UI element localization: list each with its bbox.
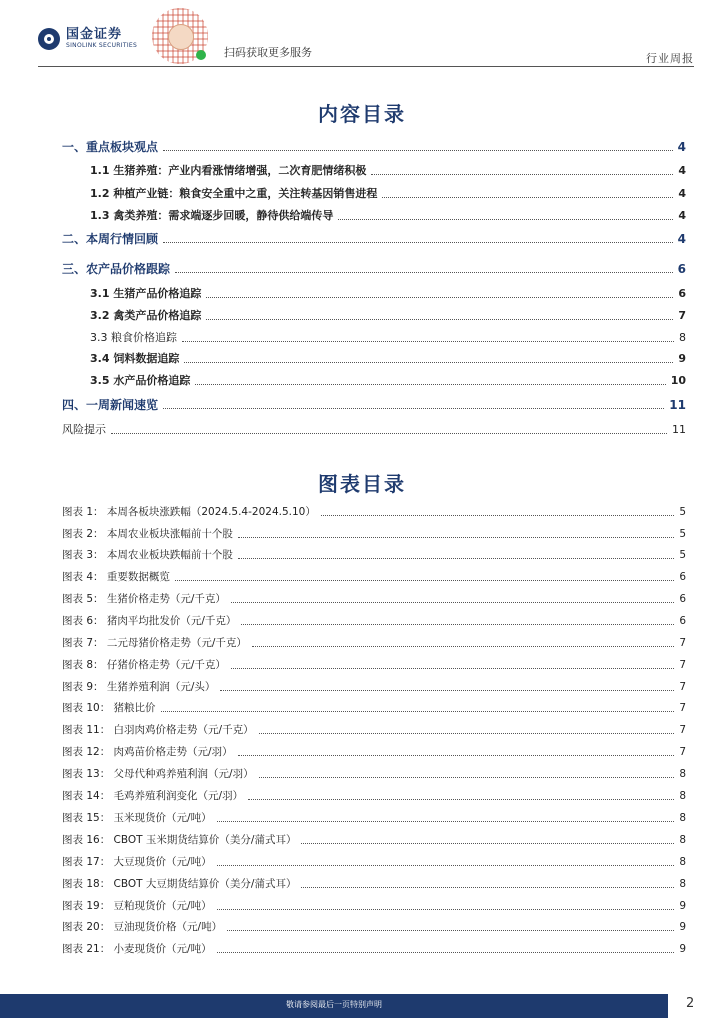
toc-item[interactable]: 3.4 饲料数据追踪 9 xyxy=(90,352,686,365)
toc-title: 内容目录 xyxy=(318,102,406,126)
toc-item[interactable]: 1.2 种植产业链：粮食安全重中之重，关注转基因销售进程 4 xyxy=(90,187,686,200)
toc-item[interactable]: 二、本周行情回顾 4 xyxy=(62,232,686,246)
figure-item[interactable]: 图表 19： 豆粕现货价（元/吨） 9 xyxy=(62,900,686,912)
figure-item[interactable]: 图表 3： 本周农业板块跌幅前十个股 5 xyxy=(62,549,686,561)
logo-mark-icon xyxy=(38,28,60,50)
figure-item[interactable]: 图表 20： 豆油现货价格（元/吨） 9 xyxy=(62,921,686,933)
figure-item[interactable]: 图表 1： 本周各板块涨跌幅（2024.5.4-2024.5.10） 5 xyxy=(62,506,686,518)
figure-item[interactable]: 图表 16： CBOT 玉米期货结算价（美分/蒲式耳） 8 xyxy=(62,834,686,846)
wechat-badge-icon xyxy=(196,50,206,60)
figure-item[interactable]: 图表 7： 二元母猪价格走势（元/千克） 7 xyxy=(62,637,686,649)
figure-item[interactable]: 图表 11： 白羽肉鸡价格走势（元/千克） 7 xyxy=(62,724,686,736)
figure-item[interactable]: 图表 4： 重要数据概览 6 xyxy=(62,571,686,583)
toc-item[interactable]: 一、重点板块观点 4 xyxy=(62,140,686,154)
figure-item[interactable]: 图表 6： 猪肉平均批发价（元/千克） 6 xyxy=(62,615,686,627)
page-footer xyxy=(0,994,724,1024)
figure-item[interactable]: 图表 13： 父母代种鸡养殖利润（元/羽） 8 xyxy=(62,768,686,780)
qr-code-icon[interactable] xyxy=(152,8,208,64)
figure-item[interactable]: 图表 8： 仔猪价格走势（元/千克） 7 xyxy=(62,659,686,671)
figures-title: 图表目录 xyxy=(318,472,406,496)
logo-cn: 国金证券 xyxy=(66,27,123,42)
page-number: 2 xyxy=(686,996,695,1011)
figure-item[interactable]: 图表 10： 猪粮比价 7 xyxy=(62,702,686,714)
toc-item[interactable]: 1.1 生猪养殖：产业内看涨情绪增强，二次育肥情绪积极 4 xyxy=(90,164,686,177)
toc-item[interactable]: 3.1 生猪产品价格追踪 6 xyxy=(90,287,686,300)
toc-item[interactable]: 3.5 水产品价格追踪 10 xyxy=(90,374,686,387)
logo-en: SINOLINK SECURITIES xyxy=(66,42,138,49)
toc-item[interactable]: 风险提示 11 xyxy=(62,423,686,436)
figure-item[interactable]: 图表 21： 小麦现货价（元/吨） 9 xyxy=(62,943,686,955)
figure-item[interactable]: 图表 12： 肉鸡苗价格走势（元/羽） 7 xyxy=(62,746,686,758)
page-header xyxy=(0,0,724,68)
figure-item[interactable]: 图表 2： 本周农业板块涨幅前十个股 5 xyxy=(62,528,686,540)
figure-item[interactable]: 图表 9： 生猪养殖利润（元/头） 7 xyxy=(62,681,686,693)
toc-item[interactable]: 四、一周新闻速览 11 xyxy=(62,398,686,412)
report-type: 行业周报 xyxy=(646,52,694,65)
header-divider xyxy=(38,66,694,67)
figure-item[interactable]: 图表 18： CBOT 大豆期货结算价（美分/蒲式耳） 8 xyxy=(62,878,686,890)
toc-item[interactable]: 1.3 禽类养殖：需求端逐步回暖，静待供给端传导 4 xyxy=(90,209,686,222)
company-logo xyxy=(38,28,137,50)
scan-text: 扫码获取更多服务 xyxy=(224,46,312,59)
footer-disclaimer: 敬请参阅最后一页特别声明 xyxy=(286,1000,382,1009)
toc-item[interactable]: 三、农产品价格跟踪 6 xyxy=(62,262,686,276)
figure-item[interactable]: 图表 5： 生猪价格走势（元/千克） 6 xyxy=(62,593,686,605)
toc-item[interactable]: 3.3 粮食价格追踪 8 xyxy=(90,331,686,344)
figure-item[interactable]: 图表 14： 毛鸡养殖利润变化（元/羽） 8 xyxy=(62,790,686,802)
toc-item[interactable]: 3.2 禽类产品价格追踪 7 xyxy=(90,309,686,322)
figure-item[interactable]: 图表 15： 玉米现货价（元/吨） 8 xyxy=(62,812,686,824)
figure-item[interactable]: 图表 17： 大豆现货价（元/吨） 8 xyxy=(62,856,686,868)
